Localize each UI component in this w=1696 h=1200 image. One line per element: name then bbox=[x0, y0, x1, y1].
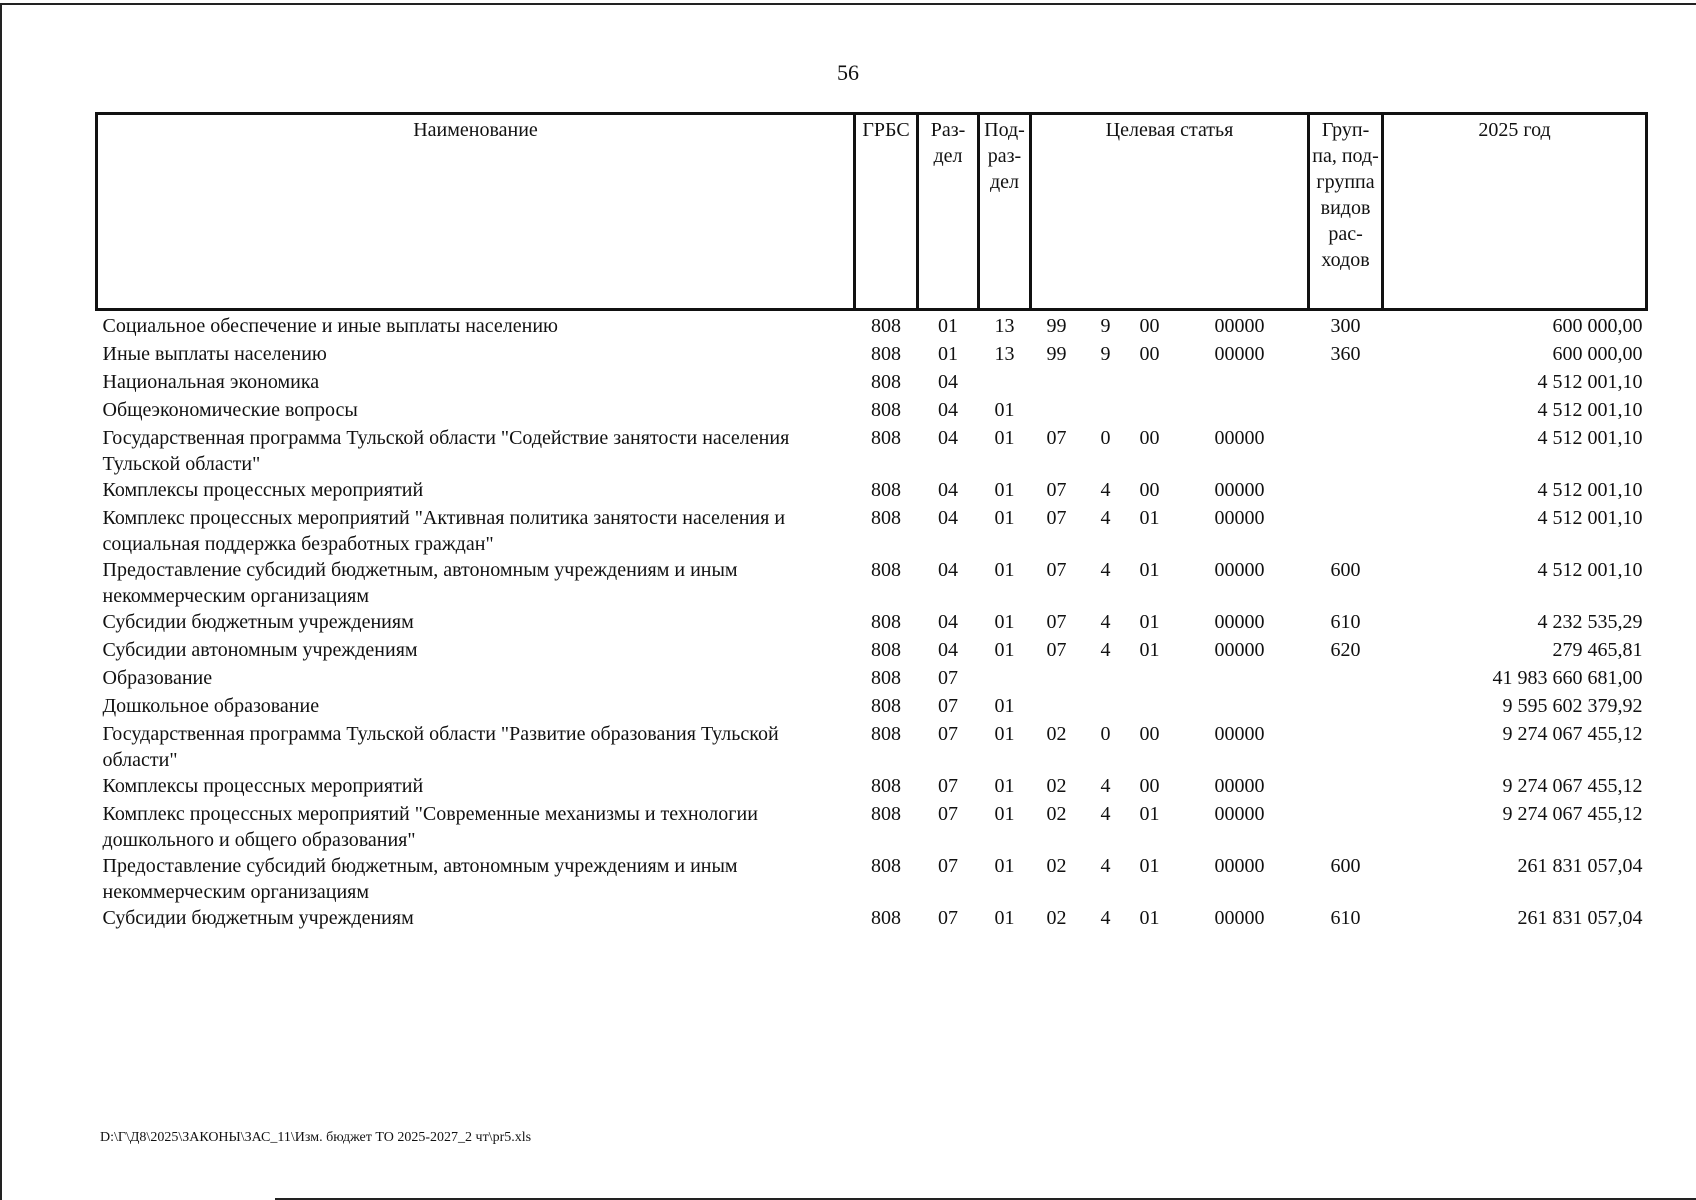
header-target-article-text: Целевая статья bbox=[1105, 119, 1234, 141]
cell-grbs: 808 bbox=[871, 343, 901, 365]
cell-target-program: 02 bbox=[1046, 803, 1067, 825]
cell-name: Комплексы процессных мероприятий bbox=[102, 479, 424, 501]
cell-vr-group: 610 bbox=[1330, 907, 1361, 929]
cell-vr-group: 600 bbox=[1330, 855, 1361, 877]
cell-target-direction bbox=[1129, 665, 1171, 693]
cell-target-direction: 01 bbox=[1139, 639, 1160, 661]
cell-name: Социальное обеспечение и иные выплаты населению bbox=[102, 315, 558, 337]
cell-target-code bbox=[1171, 665, 1309, 693]
cell-razdel: 07 bbox=[938, 667, 958, 689]
cell-grbs: 808 bbox=[871, 399, 901, 421]
footer-file-path: D:\Г\Д8\2025\ЗАКОНЫ\ЗАС_11\Изм. бюджет ТО 2025-2027_2 чт\pr5.xls bbox=[100, 1130, 532, 1145]
cell-target-direction: 01 bbox=[1139, 611, 1160, 633]
cell-vr-group bbox=[1309, 425, 1383, 477]
cell-vr-group: 620 bbox=[1330, 639, 1361, 661]
cell-target-type: 9 bbox=[1100, 315, 1111, 337]
cell-name: Комплекс процессных мероприятий "Активная политика занятости населения и социальная поддержка безработных граждан" bbox=[102, 507, 786, 555]
cell-razdel: 07 bbox=[938, 723, 958, 745]
table-row bbox=[97, 310, 1647, 342]
cell-razdel: 07 bbox=[938, 907, 958, 929]
cell-amount: 600 000,00 bbox=[1552, 343, 1643, 365]
cell-target-code: 00000 bbox=[1214, 775, 1265, 797]
cell-target-type: 4 bbox=[1100, 507, 1111, 529]
cell-target-program: 07 bbox=[1046, 479, 1067, 501]
table-row bbox=[97, 505, 1647, 557]
header-year bbox=[1383, 114, 1647, 310]
cell-target-code: 00000 bbox=[1214, 803, 1265, 825]
cell-target-direction: 00 bbox=[1139, 775, 1160, 797]
header-vr-group bbox=[1309, 114, 1383, 310]
cell-podrazdel: 01 bbox=[994, 507, 1015, 529]
table-row bbox=[97, 721, 1647, 773]
cell-amount: 4 512 001,10 bbox=[1537, 427, 1643, 449]
cell-target-type: 0 bbox=[1100, 427, 1111, 449]
cell-vr-group bbox=[1309, 773, 1383, 801]
cell-target-direction bbox=[1129, 693, 1171, 721]
cell-name: Общеэкономические вопросы bbox=[102, 399, 358, 421]
cell-name: Государственная программа Тульской области "Развитие образования Тульской области" bbox=[102, 723, 779, 771]
cell-vr-group bbox=[1309, 721, 1383, 773]
cell-razdel: 04 bbox=[938, 639, 958, 661]
cell-target-type: 4 bbox=[1100, 907, 1111, 929]
cell-name: Дошкольное образование bbox=[102, 695, 320, 717]
cell-grbs: 808 bbox=[871, 907, 901, 929]
cell-amount: 41 983 660 681,00 bbox=[1492, 667, 1643, 689]
cell-amount: 4 512 001,10 bbox=[1537, 507, 1643, 529]
cell-vr-group bbox=[1309, 801, 1383, 853]
cell-razdel: 04 bbox=[938, 371, 958, 393]
cell-grbs: 808 bbox=[871, 775, 901, 797]
header-name bbox=[97, 114, 855, 310]
table-row bbox=[97, 665, 1647, 693]
cell-vr-group bbox=[1309, 505, 1383, 557]
budget-table bbox=[95, 112, 1648, 933]
cell-grbs: 808 bbox=[871, 803, 901, 825]
header-grbs bbox=[855, 114, 918, 310]
cell-name: Предоставление субсидий бюджетным, автономным учреждениям и иным некоммерческим организациям bbox=[102, 855, 738, 903]
cell-target-type bbox=[1083, 665, 1129, 693]
header-vr-group-text: Груп- па, под- группа видов рас- ходов bbox=[1312, 119, 1379, 271]
cell-razdel: 04 bbox=[938, 427, 958, 449]
cell-razdel: 01 bbox=[938, 343, 958, 365]
cell-podrazdel: 01 bbox=[994, 803, 1015, 825]
cell-target-type: 4 bbox=[1100, 775, 1111, 797]
scan-border-top bbox=[0, 3, 1696, 5]
header-razdel bbox=[918, 114, 979, 310]
cell-target-type: 4 bbox=[1100, 639, 1111, 661]
cell-amount: 9 274 067 455,12 bbox=[1502, 803, 1643, 825]
header-name-text: Наименование bbox=[413, 119, 538, 141]
cell-amount: 4 512 001,10 bbox=[1537, 559, 1643, 581]
cell-target-type: 9 bbox=[1100, 343, 1111, 365]
cell-target-code: 00000 bbox=[1214, 559, 1265, 581]
cell-grbs: 808 bbox=[871, 315, 901, 337]
cell-podrazdel: 13 bbox=[994, 315, 1015, 337]
cell-target-code: 00000 bbox=[1214, 907, 1265, 929]
cell-name: Субсидии бюджетным учреждениям bbox=[102, 611, 414, 633]
cell-name: Комплекс процессных мероприятий "Современные механизмы и технологии дошкольного и общего образования" bbox=[102, 803, 758, 851]
cell-name: Государственная программа Тульской области "Содействие занятости населения Тульской области" bbox=[102, 427, 790, 475]
cell-razdel: 04 bbox=[938, 611, 958, 633]
table-row bbox=[97, 397, 1647, 425]
cell-grbs: 808 bbox=[871, 639, 901, 661]
cell-grbs: 808 bbox=[871, 855, 901, 877]
cell-target-program: 99 bbox=[1046, 343, 1067, 365]
cell-name: Иные выплаты населению bbox=[102, 343, 327, 365]
cell-amount: 261 831 057,04 bbox=[1517, 855, 1643, 877]
cell-target-type: 4 bbox=[1100, 611, 1111, 633]
cell-name: Субсидии бюджетным учреждениям bbox=[102, 907, 414, 929]
cell-grbs: 808 bbox=[871, 507, 901, 529]
cell-razdel: 07 bbox=[938, 695, 958, 717]
cell-razdel: 04 bbox=[938, 559, 958, 581]
cell-vr-group bbox=[1309, 397, 1383, 425]
cell-target-direction bbox=[1129, 369, 1171, 397]
cell-target-direction: 00 bbox=[1139, 315, 1160, 337]
cell-grbs: 808 bbox=[871, 667, 901, 689]
cell-vr-group bbox=[1309, 693, 1383, 721]
cell-target-code bbox=[1171, 397, 1309, 425]
cell-target-code: 00000 bbox=[1214, 315, 1265, 337]
cell-target-code bbox=[1171, 693, 1309, 721]
cell-grbs: 808 bbox=[871, 559, 901, 581]
cell-target-direction: 00 bbox=[1139, 343, 1160, 365]
cell-target-code: 00000 bbox=[1214, 639, 1265, 661]
table-row bbox=[97, 609, 1647, 637]
cell-podrazdel: 01 bbox=[994, 639, 1015, 661]
cell-target-type bbox=[1083, 369, 1129, 397]
table-row bbox=[97, 905, 1647, 933]
cell-podrazdel: 01 bbox=[994, 775, 1015, 797]
table-row bbox=[97, 801, 1647, 853]
cell-target-code bbox=[1171, 369, 1309, 397]
cell-grbs: 808 bbox=[871, 611, 901, 633]
cell-target-direction bbox=[1129, 397, 1171, 425]
page-number: 56 bbox=[837, 60, 859, 85]
table-row bbox=[97, 637, 1647, 665]
cell-amount: 279 465,81 bbox=[1552, 639, 1643, 661]
cell-target-program bbox=[1031, 397, 1083, 425]
cell-podrazdel: 01 bbox=[994, 695, 1015, 717]
cell-target-direction: 00 bbox=[1139, 427, 1160, 449]
header-grbs-text: ГРБС bbox=[862, 119, 910, 141]
table-row bbox=[97, 853, 1647, 905]
cell-razdel: 01 bbox=[938, 315, 958, 337]
cell-target-code: 00000 bbox=[1214, 507, 1265, 529]
cell-target-direction: 01 bbox=[1139, 855, 1160, 877]
cell-target-program: 02 bbox=[1046, 775, 1067, 797]
cell-target-program: 07 bbox=[1046, 611, 1067, 633]
cell-grbs: 808 bbox=[871, 479, 901, 501]
header-year-text: 2025 год bbox=[1478, 119, 1551, 141]
cell-vr-group: 300 bbox=[1330, 315, 1361, 337]
cell-amount: 4 512 001,10 bbox=[1537, 371, 1643, 393]
cell-target-type: 4 bbox=[1100, 855, 1111, 877]
cell-razdel: 04 bbox=[938, 399, 958, 421]
table-header-row bbox=[97, 114, 1647, 310]
cell-target-direction: 01 bbox=[1139, 559, 1160, 581]
cell-podrazdel: 01 bbox=[994, 723, 1015, 745]
cell-target-code: 00000 bbox=[1214, 343, 1265, 365]
cell-target-program bbox=[1031, 665, 1083, 693]
cell-amount: 4 512 001,10 bbox=[1537, 399, 1643, 421]
cell-podrazdel bbox=[979, 369, 1031, 397]
cell-target-type: 0 bbox=[1100, 723, 1111, 745]
cell-vr-group bbox=[1309, 665, 1383, 693]
cell-podrazdel: 01 bbox=[994, 559, 1015, 581]
cell-target-direction: 01 bbox=[1139, 907, 1160, 929]
header-podrazdel-text: Под- раз- дел bbox=[984, 119, 1025, 193]
cell-target-direction: 01 bbox=[1139, 803, 1160, 825]
table-row bbox=[97, 341, 1647, 369]
cell-target-direction: 00 bbox=[1139, 723, 1160, 745]
cell-vr-group: 360 bbox=[1330, 343, 1361, 365]
cell-amount: 4 232 535,29 bbox=[1537, 611, 1643, 633]
cell-razdel: 04 bbox=[938, 507, 958, 529]
cell-vr-group: 610 bbox=[1330, 611, 1361, 633]
header-razdel-text: Раз- дел bbox=[930, 119, 966, 167]
cell-target-program: 07 bbox=[1046, 639, 1067, 661]
cell-razdel: 04 bbox=[938, 479, 958, 501]
cell-target-type bbox=[1083, 693, 1129, 721]
table-row bbox=[97, 425, 1647, 477]
cell-amount: 261 831 057,04 bbox=[1517, 907, 1643, 929]
cell-target-program: 99 bbox=[1046, 315, 1067, 337]
cell-target-program bbox=[1031, 369, 1083, 397]
cell-podrazdel: 01 bbox=[994, 427, 1015, 449]
table-row bbox=[97, 557, 1647, 609]
table-row bbox=[97, 773, 1647, 801]
cell-amount: 4 512 001,10 bbox=[1537, 479, 1643, 501]
cell-razdel: 07 bbox=[938, 775, 958, 797]
cell-target-program: 07 bbox=[1046, 559, 1067, 581]
cell-vr-group bbox=[1309, 477, 1383, 505]
cell-grbs: 808 bbox=[871, 371, 901, 393]
cell-amount: 600 000,00 bbox=[1552, 315, 1643, 337]
cell-target-program: 07 bbox=[1046, 427, 1067, 449]
cell-podrazdel bbox=[979, 665, 1031, 693]
cell-grbs: 808 bbox=[871, 427, 901, 449]
cell-amount: 9 595 602 379,92 bbox=[1502, 695, 1643, 717]
cell-target-type: 4 bbox=[1100, 803, 1111, 825]
table-row bbox=[97, 369, 1647, 397]
cell-target-program: 02 bbox=[1046, 855, 1067, 877]
cell-amount: 9 274 067 455,12 bbox=[1502, 775, 1643, 797]
cell-podrazdel: 01 bbox=[994, 907, 1015, 929]
table-row bbox=[97, 477, 1647, 505]
cell-grbs: 808 bbox=[871, 723, 901, 745]
cell-target-program: 02 bbox=[1046, 907, 1067, 929]
header-target-article bbox=[1031, 114, 1309, 310]
table-body bbox=[97, 310, 1647, 934]
cell-target-type: 4 bbox=[1100, 479, 1111, 501]
cell-vr-group: 600 bbox=[1330, 559, 1361, 581]
cell-target-code: 00000 bbox=[1214, 855, 1265, 877]
header-podrazdel bbox=[979, 114, 1031, 310]
cell-name: Национальная экономика bbox=[102, 371, 320, 393]
scan-border-left bbox=[0, 3, 2, 1200]
cell-target-type bbox=[1083, 397, 1129, 425]
cell-vr-group bbox=[1309, 369, 1383, 397]
cell-target-program: 02 bbox=[1046, 723, 1067, 745]
cell-target-code: 00000 bbox=[1214, 723, 1265, 745]
cell-amount: 9 274 067 455,12 bbox=[1502, 723, 1643, 745]
cell-name: Предоставление субсидий бюджетным, автономным учреждениям и иным некоммерческим организациям bbox=[102, 559, 738, 607]
cell-target-type: 4 bbox=[1100, 559, 1111, 581]
cell-target-code: 00000 bbox=[1214, 611, 1265, 633]
cell-grbs: 808 bbox=[871, 695, 901, 717]
cell-razdel: 07 bbox=[938, 803, 958, 825]
cell-target-code: 00000 bbox=[1214, 427, 1265, 449]
cell-name: Образование bbox=[102, 667, 213, 689]
cell-podrazdel: 01 bbox=[994, 479, 1015, 501]
cell-name: Субсидии автономным учреждениям bbox=[102, 639, 418, 661]
cell-podrazdel: 13 bbox=[994, 343, 1015, 365]
cell-target-code: 00000 bbox=[1214, 479, 1265, 501]
table-row bbox=[97, 693, 1647, 721]
cell-podrazdel: 01 bbox=[994, 611, 1015, 633]
cell-razdel: 07 bbox=[938, 855, 958, 877]
cell-target-direction: 00 bbox=[1139, 479, 1160, 501]
cell-target-program bbox=[1031, 693, 1083, 721]
cell-target-program: 07 bbox=[1046, 507, 1067, 529]
cell-podrazdel: 01 bbox=[994, 399, 1015, 421]
cell-name: Комплексы процессных мероприятий bbox=[102, 775, 424, 797]
cell-target-direction: 01 bbox=[1139, 507, 1160, 529]
cell-podrazdel: 01 bbox=[994, 855, 1015, 877]
